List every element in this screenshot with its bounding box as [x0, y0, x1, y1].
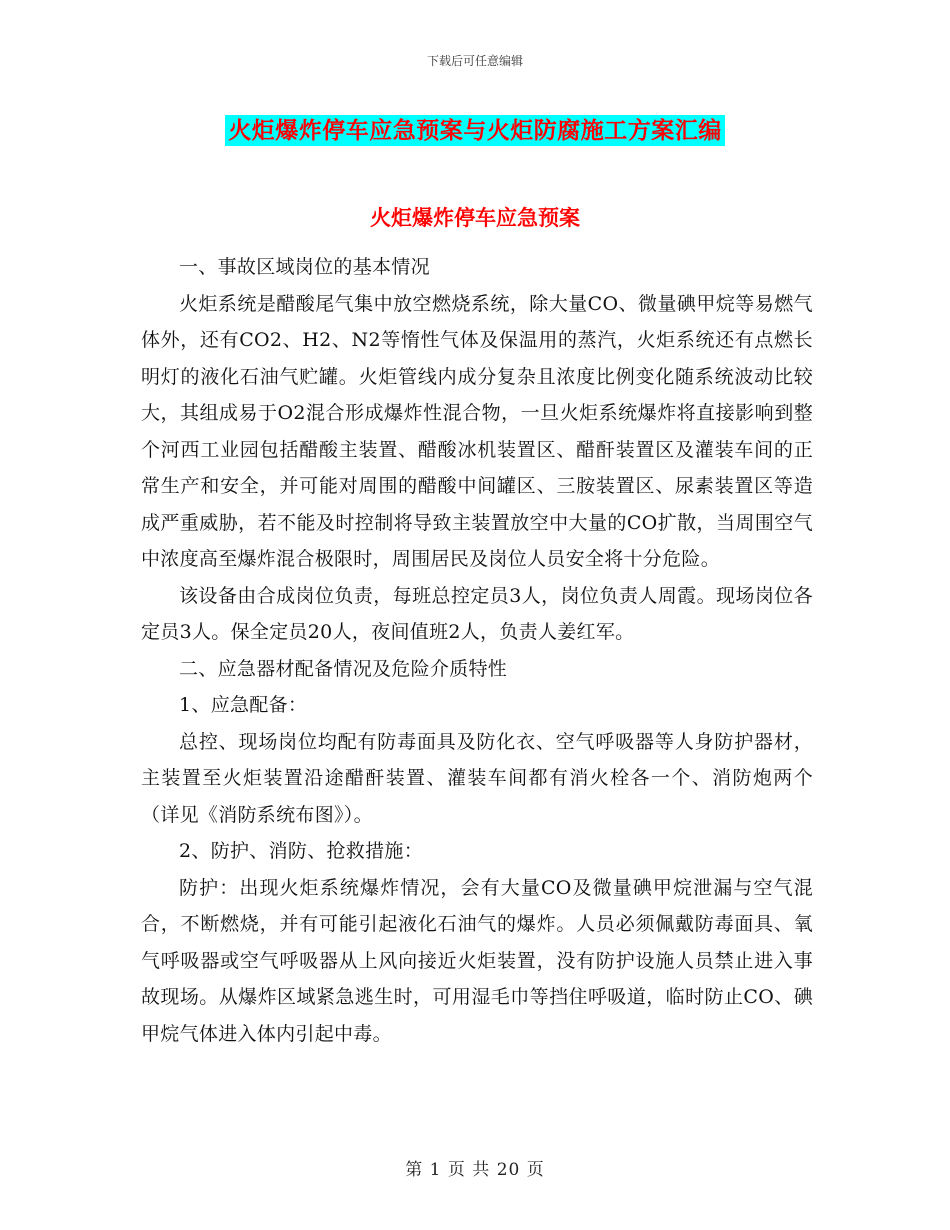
heading-basic-situation: 一、事故区域岗位的基本情况	[179, 256, 430, 278]
paragraph-protection-details: 防护：出现火炬系统爆炸情况，会有大量CO及微量碘甲烷泄漏与空气混合，不断燃烧，并有可能引起液化石油气的爆炸。人员必须佩戴防毒面具、氧气呼吸器或空气呼吸器从上风向接近火炬装置，没有防护设施人员禁止进入事故现场。从爆炸区域紧急逃生时，可用湿毛巾等挡住呼吸道，临时防止CO、碘甲烷气体进入体内引起中毒。	[141, 876, 813, 1045]
heading-emergency-equipment: 二、应急器材配备情况及危险介质特性	[179, 657, 508, 680]
section-title: 火炬爆炸停车应急预案	[370, 205, 580, 230]
subheading-emergency-provision: 1、应急配备：	[179, 694, 308, 716]
document-title	[0, 112, 950, 145]
paragraph-equipment-details: 总控、现场岗位均配有防毒面具及防化衣、空气呼吸器等人身防护器材，主装置至火炬装置沿途醋酐装置、灌装车间都有消火栓各一个、消防炮两个（详见《消防系统布图》）。	[141, 730, 813, 826]
header-note: 下载后可任意编辑	[426, 54, 523, 68]
document-body	[141, 249, 813, 1052]
subheading-protection-measures: 2、防护、消防、抢救措施：	[179, 840, 423, 862]
paragraph-system-description: 火炬系统是醋酸尾气集中放空燃烧系统，除大量CO、微量碘甲烷等易燃气体外，还有CO2、H2、N2等惰性气体及保温用的蒸汽，火炬系统还有点燃长明灯的液化石油气贮罐。火炬管线内成分复杂且浓度比例变化随系统波动比较大，其组成易于O2混合形成爆炸性混合物，一旦火炬系统爆炸将直接影响到整个河西工业园包括醋酸主装置、醋酸冰机装置区、醋酐装置区及灌装车间的正常生产和安全，并可能对周围的醋酸中间罐区、三胺装置区、尿素装置区等造成严重威胁，若不能及时控制将导致主装置放空中大量的CO扩散，当周围空气中浓度高至爆炸混合极限时，周围居民及岗位人员安全将十分危险。	[141, 292, 813, 570]
page-footer: 第 1 页 共 20 页	[405, 1160, 545, 1180]
paragraph-staffing: 该设备由合成岗位负责，每班总控定员3人，岗位负责人周霞。现场岗位各定员3人。保全定员20人，夜间值班2人，负责人姜红军。	[141, 584, 813, 643]
document-title-text: 火炬爆炸停车应急预案与火炬防腐施工方案汇编	[225, 115, 725, 146]
